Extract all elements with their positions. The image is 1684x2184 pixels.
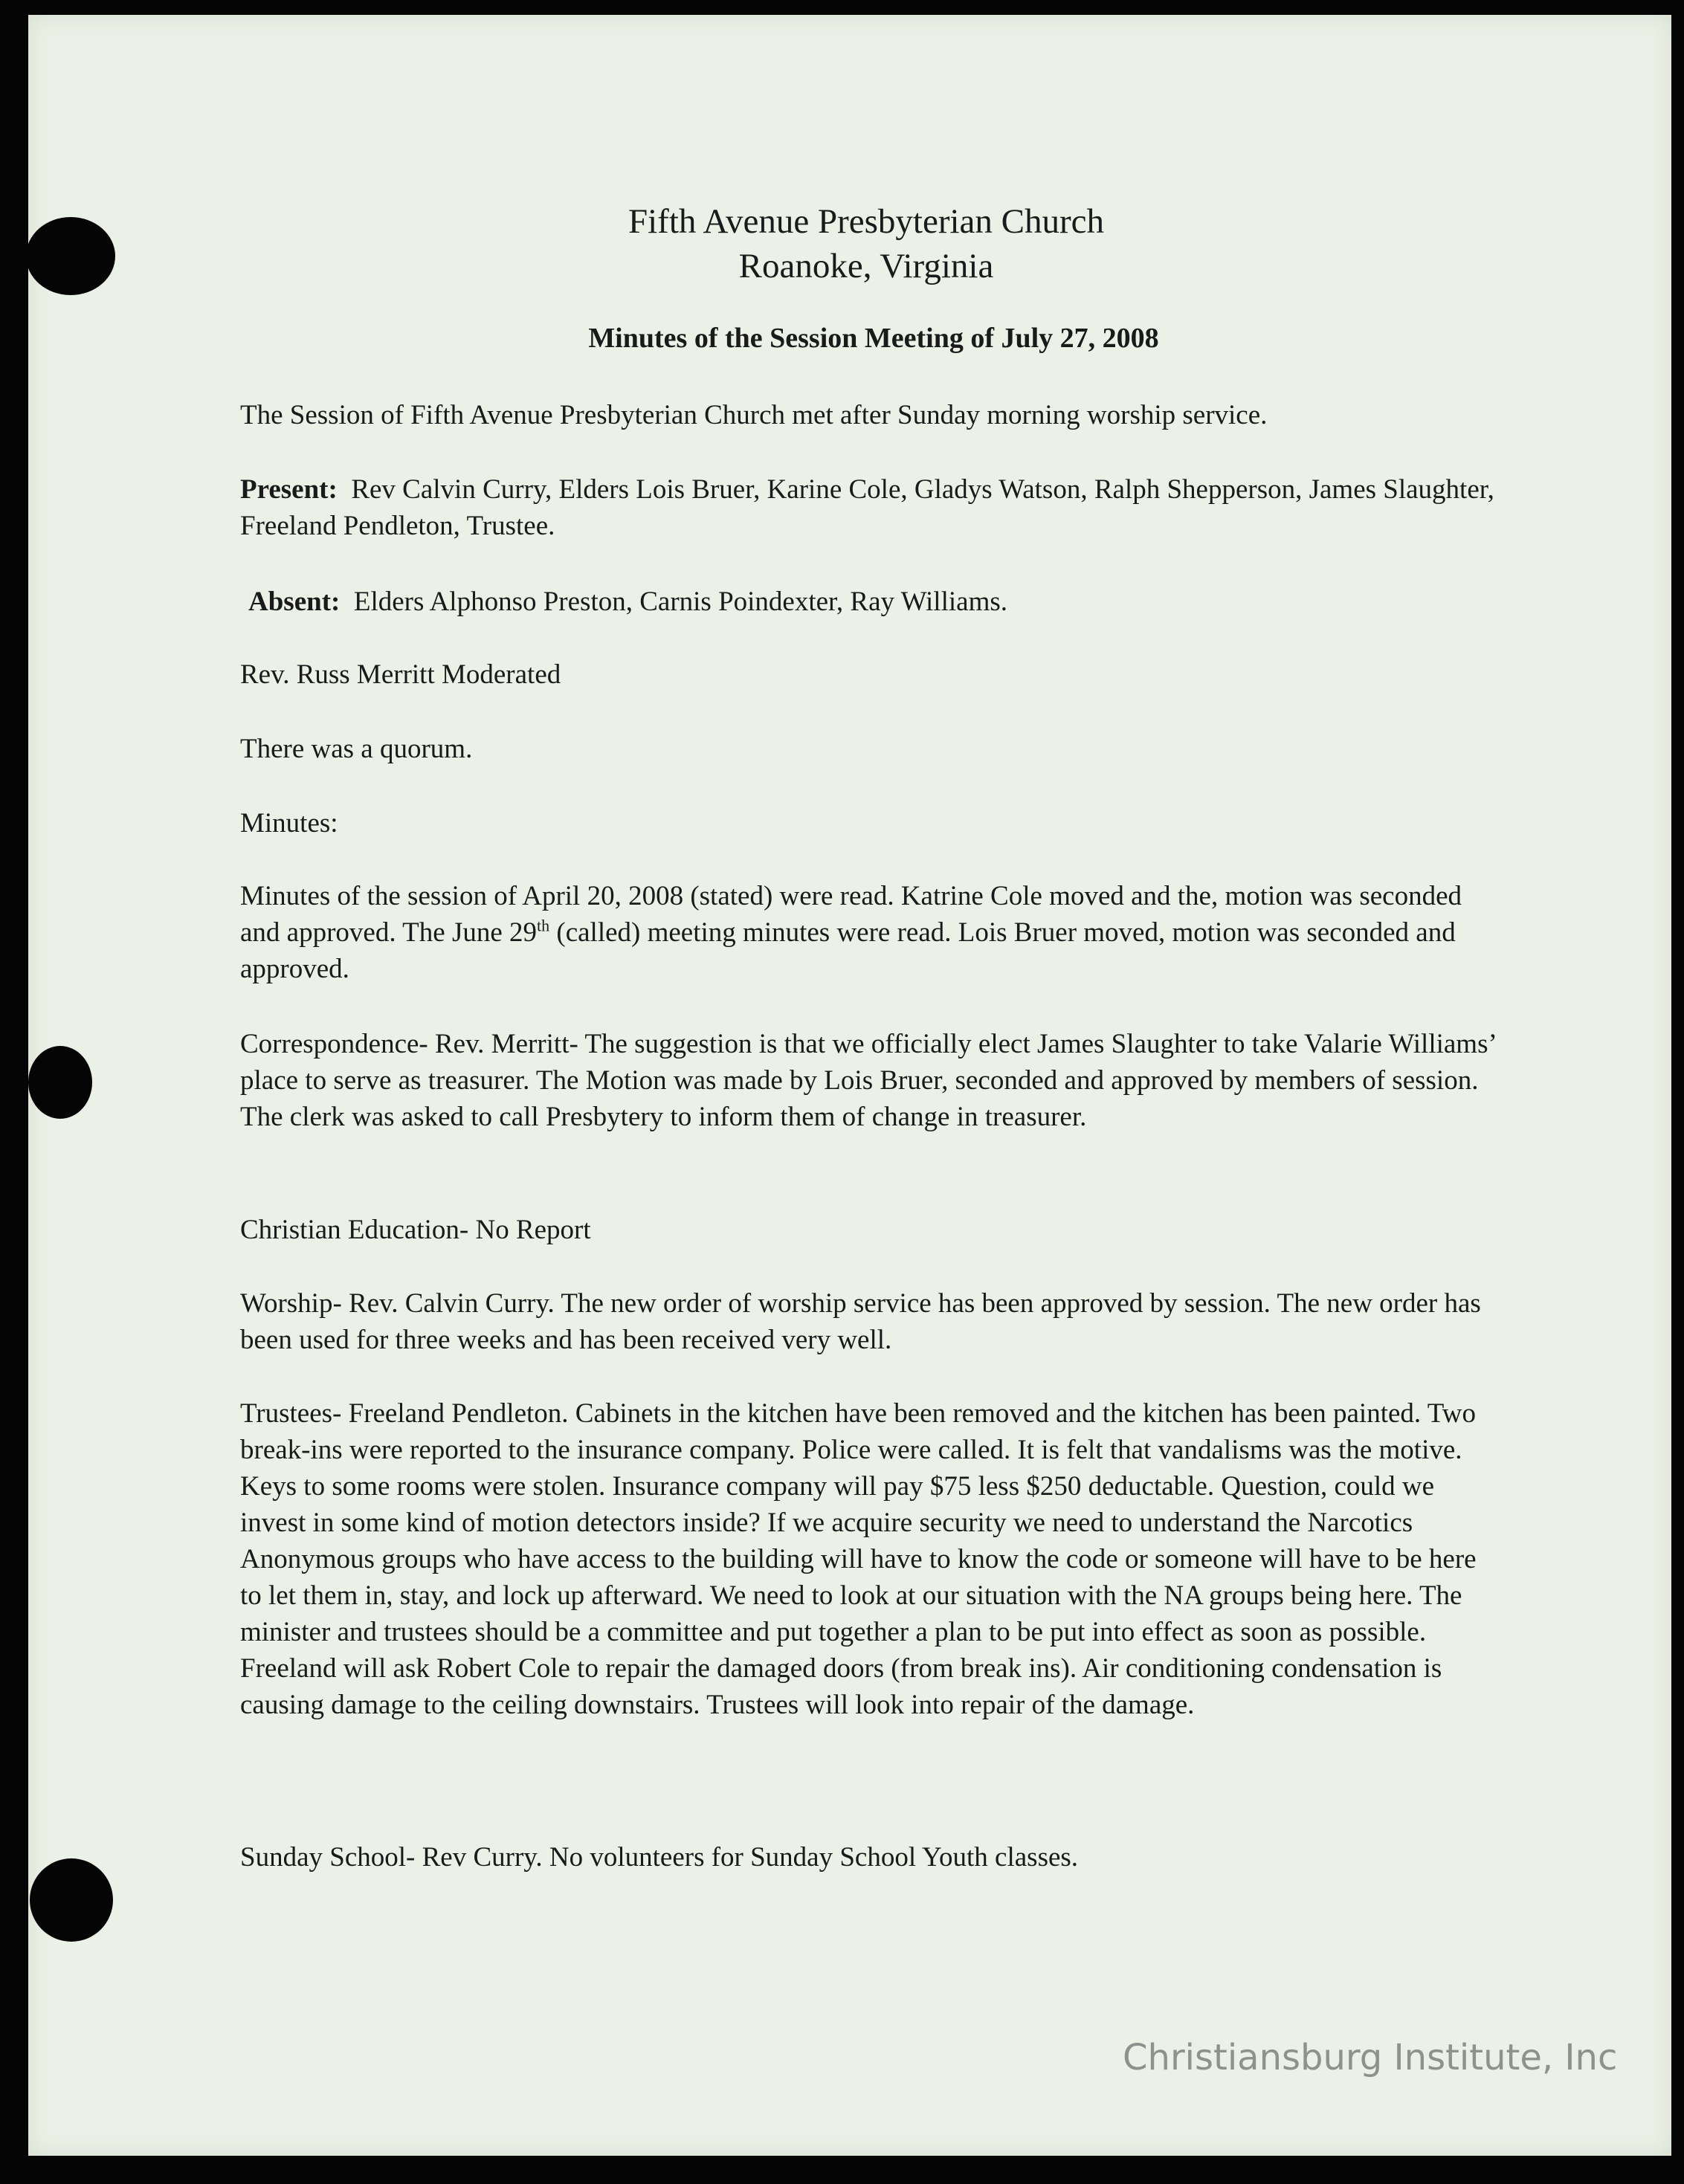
absent-text: Elders Alphonso Preston, Carnis Poindexter, Ray Williams. — [353, 587, 1007, 617]
church-name: Fifth Avenue Presbyterian Church — [628, 202, 1105, 241]
punch-hole-bottom — [30, 1858, 113, 1942]
moderator-line: Rev. Russ Merritt Moderated — [240, 659, 561, 690]
minutes-paragraph — [240, 878, 1504, 987]
present-label: Present: — [240, 474, 338, 505]
quorum-line: There was a quorum. — [240, 734, 473, 764]
correspondence-paragraph: Correspondence- Rev. Merritt- The suggestion is that we officially elect James Slaughter to take Valarie Williams’ place to serve as treasurer. The Motion was made by Lois Bruer, seconded and approved by members of session. The clerk was asked to call Presbytery to inform them of change in treasurer. — [240, 1029, 1496, 1132]
minutes-text-part2: (called) meeting minutes were read. Lois Bruer moved, motion was seconded and approved. — [240, 917, 1456, 984]
intro-paragraph: The Session of Fifth Avenue Presbyterian Church met after Sunday morning worship service. — [240, 400, 1268, 430]
sunday-school-line: Sunday School- Rev Curry. No volunteers for Sunday School Youth classes. — [240, 1842, 1079, 1873]
watermark: Christiansburg Institute, Inc — [1123, 2037, 1618, 2078]
trustees-paragraph: Trustees- Freeland Pendleton. Cabinets in the kitchen have been removed and the kitchen has been painted. Two break-ins were reported to the insurance company. Police were called. It is felt that vandalisms was the motive. Keys to some rooms were stolen. Insurance company will pay $75 less $250 deductable. Question, could we invest in some kind of motion detectors inside? If we acquire security we need to understand the Narcotics Anonymous groups who have access to the building will have to know the code or someone will have to be here to let them in, stay, and lock up afterward. We need to look at our situation with the NA groups being here. The minister and trustees should be a committee and put together a plan to be put into effect as soon as possible. Freeland will ask Robert Cole to repair the damaged doors (from break ins). Air conditioning condensation is causing damage to the ceiling downstairs. Trustees will look into repair of the damage. — [240, 1398, 1477, 1720]
punch-hole-middle — [28, 1046, 92, 1119]
present-paragraph — [240, 471, 1504, 544]
absent-label: Absent: — [248, 587, 341, 617]
christian-education-line: Christian Education- No Report — [240, 1215, 591, 1245]
worship-paragraph: Worship- Rev. Calvin Curry. The new order of worship service has been approved by session. The new order has been used for three weeks and has been received very well. — [240, 1288, 1481, 1355]
minutes-text-part1: Minutes of the session of April 20, 2008 (stated) were read. Katrine Cole moved and the, motion was seconded and approved. The June 29 — [240, 881, 1462, 948]
minutes-superscript: th — [537, 916, 550, 935]
minutes-label: Minutes: — [240, 808, 338, 839]
present-text: Rev Calvin Curry, Elders Lois Bruer, Karine Cole, Gladys Watson, Ralph Shepperson, James Slaughter, Freeland Pendleton, Trustee. — [240, 474, 1494, 541]
church-location: Roanoke, Virginia — [738, 247, 994, 285]
document-header — [0, 199, 1684, 288]
absent-paragraph — [248, 584, 1512, 620]
minutes-title: Minutes of the Session Meeting of July 27, 2008 — [588, 323, 1159, 354]
